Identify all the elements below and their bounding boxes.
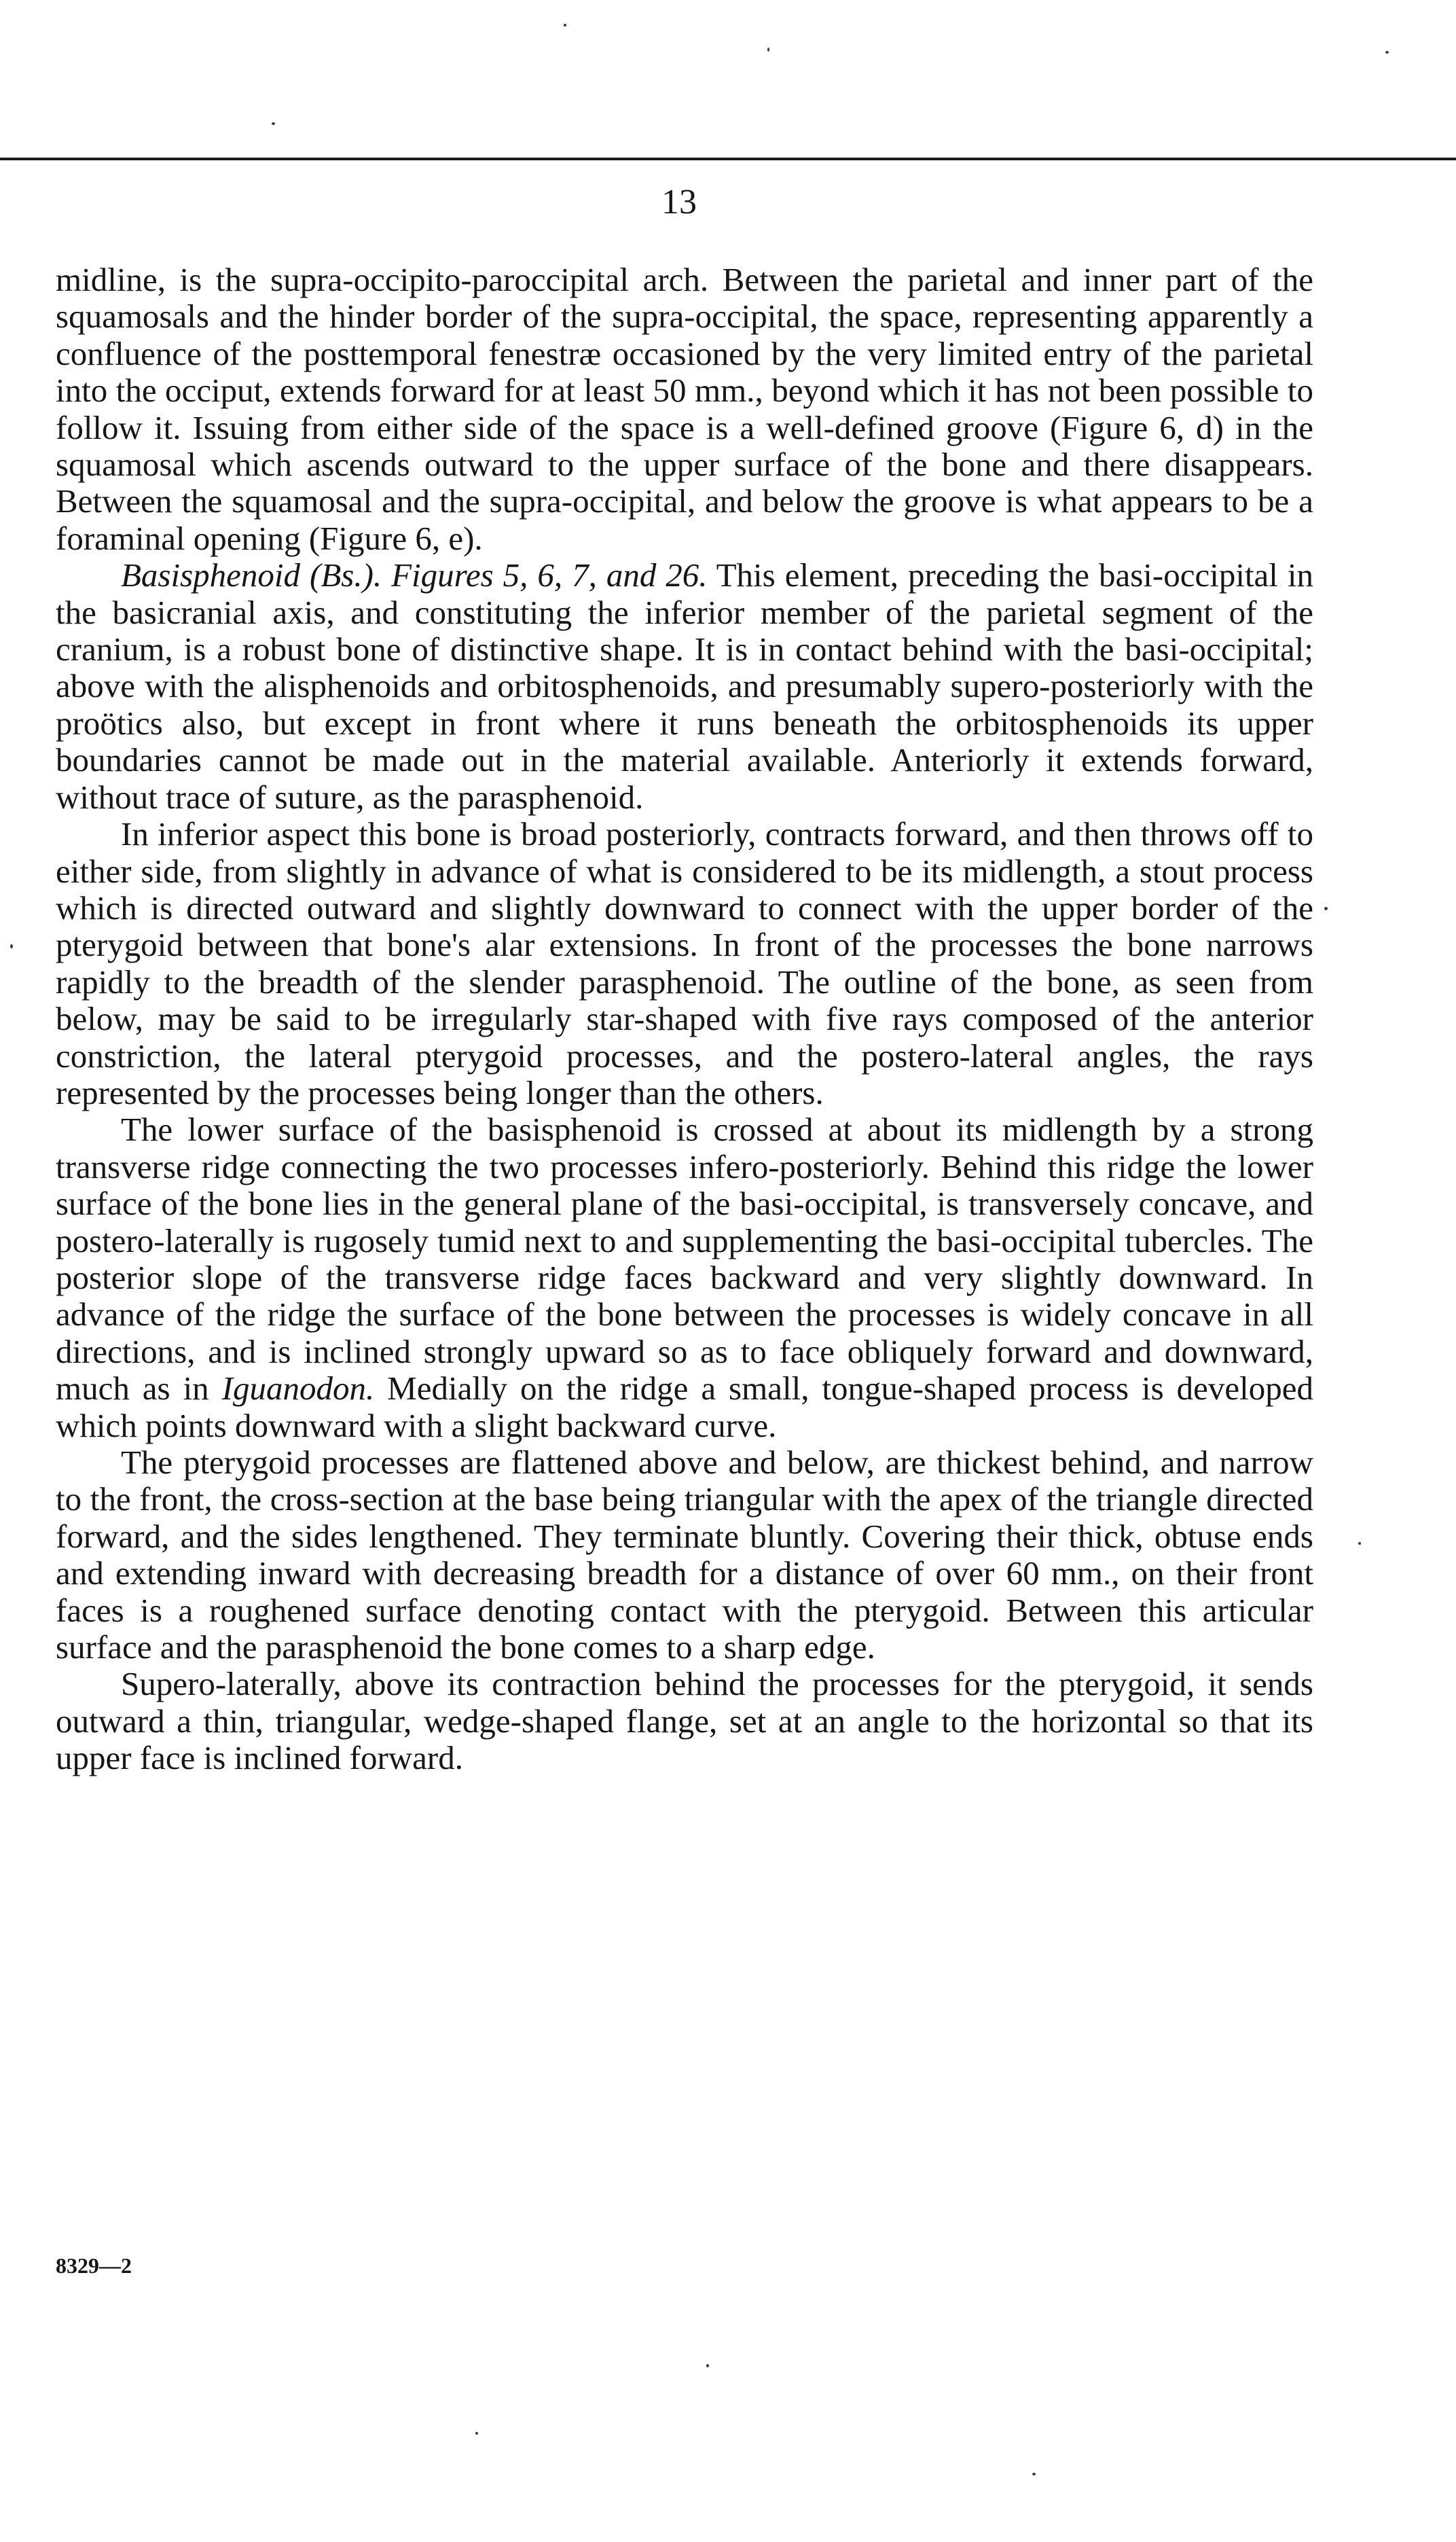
paragraph-6: Supero-laterally, above its contraction behind the processes for the pterygoid, it sends outward a thin, triangular, wedge-shaped flange, set at an angle to the horizontal so that its upper face is inclined forward. [56, 1665, 1313, 1777]
section-heading-basisphenoid: Basisphenoid (Bs.). Figures 5, 6, 7, and 26. [121, 556, 708, 594]
paragraph-1: midline, is the supra-occipito-paroccipital arch. Between the parietal and inner part of the squamosals and the hinder border of the supra-occipital, the space, representing apparently a confluence of the posttemporal fenestræ occasioned by the very limited entry of the parietal into the occiput, extends forward for at least 50 mm., beyond which it has not been possible to follow it. Issuing from either side of the space is a well-defined groove (Figure 6, d) in the squamosal which ascends outward to the upper surface of the bone and there disappears. Between the squamosal and the supra-occipital, and below the groove is what appears to be a foraminal opening (Figure 6, e). [56, 261, 1313, 557]
paragraph-4-tail: Medially on the ridge a small, tongue-shaped process is developed which points downward with a slight backward curve. [56, 1370, 1313, 1444]
scan-speck [272, 122, 275, 125]
paragraph-2 [56, 557, 1313, 816]
body-text [56, 262, 1313, 1777]
paragraph-4 [56, 1111, 1313, 1444]
scan-speck [564, 24, 566, 26]
scan-speck [1358, 1542, 1361, 1545]
page-number: 13 [661, 183, 697, 221]
footer-code: 8329—2 [56, 2253, 132, 2278]
paragraph-3: In inferior aspect this bone is broad posteriorly, contracts forward, and then throws off to either side, from slightly in advance of what is considered to be its midlength, a stout process which is directed outward and slightly downward to connect with the upper border of the pterygoid between that bone's alar extensions. In front of the processes the bone narrows rapidly to the breadth of the slender parasphenoid. The outline of the bone, as seen from below, may be said to be irregularly star-shaped with five rays composed of the anterior constriction, the lateral pterygoid processes, and the postero-lateral angles, the rays represented by the processes being longer than the others. [56, 815, 1313, 1111]
paragraph-4-text: The lower surface of the basisphenoid is crossed at about its midlength by a strong transverse ridge connecting the two processes infero-posteriorly. Behind this ridge the lower surface of the bone lies in the general plane of the basi-occipital, is transversely concave, and postero-laterally is rugosely tumid next to and supplementing the basi-occipital tubercles. The posterior slope of the transverse ridge faces backward and very slightly downward. In advance of the ridge the surface of the bone between the processes is widely concave in all directions, and is inclined strongly upward so as to face obliquely forward and downward, much as in [56, 1111, 1313, 1408]
scan-speck [1324, 907, 1328, 910]
scan-speck [10, 944, 13, 948]
scan-speck [706, 2364, 709, 2367]
scan-speck [475, 2432, 478, 2435]
genus-name-iguanodon: Iguanodon. [221, 1370, 375, 1408]
scan-speck [1385, 51, 1389, 54]
header-rule [0, 158, 1456, 160]
paragraph-2-text: This element, preceding the basi-occipital in the basicranial axis, and constituting the inferior member of the parietal segment of the cranium, is a robust bone of distinctive shape. It is in contact behind with the basi-occipital; above with the alisphenoids and orbitosphenoids, and presumably supero-posteriorly with the proötics also, but except in front where it runs beneath the orbitosphenoids its upper boundaries cannot be made out in the material available. Anteriorly it extends forward, without trace of suture, as the parasphenoid. [56, 556, 1313, 816]
scan-speck [767, 48, 769, 52]
scan-speck [1032, 2473, 1036, 2475]
paragraph-5: The pterygoid processes are flattened above and below, are thickest behind, and narrow to the front, the cross-section at the base being triangular with the apex of the triangle directed forward, and the sides lengthened. They terminate bluntly. Covering their thick, obtuse ends and extending inward with decreasing breadth for a distance of over 60 mm., on their front faces is a roughened surface denoting contact with the pterygoid. Between this articular surface and the parasphenoid the bone comes to a sharp edge. [56, 1444, 1313, 1666]
